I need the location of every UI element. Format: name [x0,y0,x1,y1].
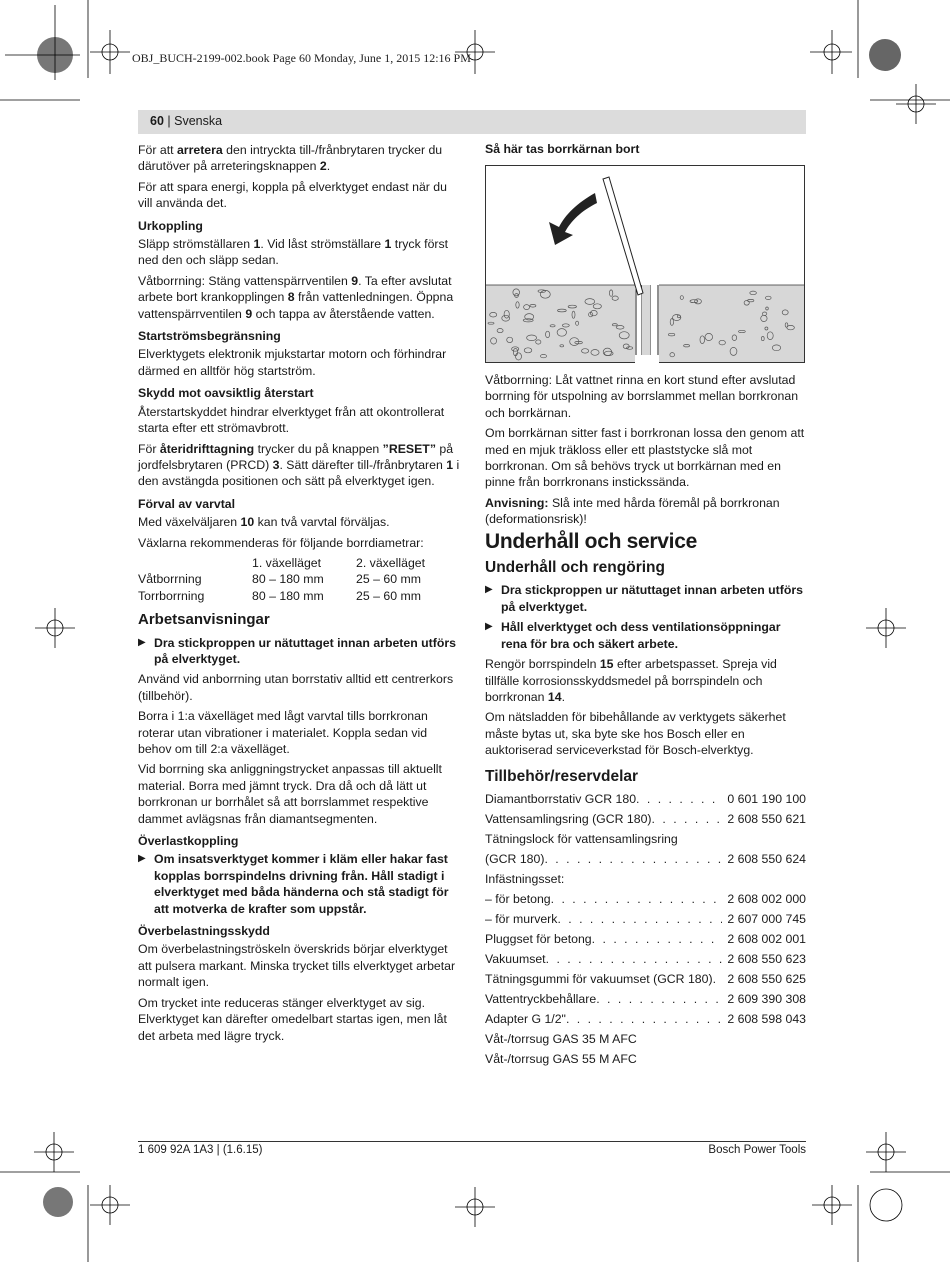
part-name: Adapter G 1/2" [485,1011,566,1026]
part-name: (GCR 180) [485,851,545,866]
para-skydd: Återstartskyddet hindrar elverktyget från att okontrollerat starta efter ett strömavbrott. [138,404,445,436]
left-column [138,142,460,1048]
leader-dots [546,951,722,967]
para-fast: Om borrkärnan sitter fast i borrkronan lossa den genom att med en mjuk träkloss eller ett plaststycke slå mot borrkronan. Om så behövs tryck ut borrkärnan med en pinne från borrkronans instickssända. [485,426,805,490]
parts-row: Tätningslock för vattensamlingsring [485,831,678,846]
para-anvisning: Anvisning: Slå inte med hårda föremål på borrkronan (deformationsrisk)! [485,495,780,527]
part-number: 2 608 550 624 [727,851,806,866]
part-name: – för murverk [485,911,558,926]
para-centrerkors: Använd vid anborrning utan borrstativ alltid ett centrerkors (tillbehör). [138,672,454,703]
gear-table-cell: Våtborrning [138,572,202,587]
core-removal-illustration [485,165,805,363]
para-startstrom: Elverktygets elektronik mjukstartar motorn och förhindrar därmed en alltför hög startström. [138,347,447,378]
part-name: Vattentryckbehållare [485,991,597,1006]
part-name: Diamantborrstativ GCR 180 [485,791,637,806]
right-column [485,372,806,1071]
part-number: 2 607 000 745 [727,911,806,926]
para-rengor: Rengör borrspindeln 15 efter arbetspasset. Spreja vid tillfälle korrosionsskyddsmedel på borrspindeln och borrkronan 14. [485,657,777,704]
warning-unplug: ▶ Dra stickproppen ur nätuttaget innan arbeten utförs på elverktyget. [138,635,456,666]
gear-table-header: 2. växelläget [356,555,426,570]
para-overbelastning: Om överbelastningströskeln överskrids börjar elverktyget att pulsera markant. Minska trycket tills elverktyget arbetar normalt igen. [138,942,456,990]
parts-row [485,911,806,927]
triangle-bullet-icon: ▶ [138,853,146,865]
leader-dots [636,791,722,807]
page-header-bar [138,110,806,134]
para-vaxlarna: Växlarna rekommenderas för följande borrdiametrar: [138,535,424,550]
warning-unplug-maintenance: ▶ Dra stickproppen ur nätuttaget innan arbeten utförs på elverktyget. [485,583,803,614]
triangle-bullet-icon: ▶ [138,636,146,648]
para-urkoppling: Släpp strömställaren 1. Vid låst strömställare 1 tryck först ned den och släpp sedan. [138,237,449,268]
part-number: 0 601 190 100 [727,791,806,806]
heading-skydd: Skydd mot oavsiktlig återstart [138,386,314,401]
para-tryck: Om trycket inte reduceras stänger elverktyget av sig. Elverktyget kan därefter omedelbart startas igen, men låt det arbeta med lägre tryck. [138,995,447,1043]
parts-row [485,791,806,807]
parts-row [485,991,806,1007]
para-spolning: Våtborrning: Låt vattnet rinna en kort stund efter avslutad borrning för utspolning av borrslammet mellan borrkronan och borrkärnan. [485,373,799,420]
parts-row [485,1011,806,1027]
gear-table-cell: 25 – 60 mm [356,588,421,603]
header-language: Svenska [174,114,223,128]
heading-startstrom: Startströmsbegränsning [138,329,281,344]
gear-table-header [138,555,252,571]
part-name: Pluggset för betong [485,931,592,946]
heading-overlastkoppling: Överlastkoppling [138,834,239,849]
gear-table-header: 1. växelläget [252,555,322,570]
heading-arbetsanvisningar: Arbetsanvisningar [138,611,270,629]
para-vatborrning: Våtborrning: Stäng vattenspärrventilen 9. Ta efter avslutat arbete bort krankopplingen 8 från vattenledningen. Öppna vattenspärrventilen 9 och tappa av återstående vatten. [138,273,454,321]
page-header: 60 | Svenska [150,114,223,128]
gear-table-cell: 80 – 180 mm [252,588,324,603]
para-vaxelvaljare: Med växelväljaren 10 kan två varvtal förväljas. [138,515,390,530]
print-info-line: OBJ_BUCH-2199-002.book Page 60 Monday, June 1, 2015 12:16 PM [132,51,471,65]
leader-dots [544,851,722,867]
part-name: Tätningsgummi för vakuumset (GCR 180) [485,971,713,986]
parts-row [485,851,806,867]
heading-underhall-rengoring: Underhåll och rengöring [485,559,665,577]
page-number: 60 [150,114,164,128]
parts-list [485,791,806,1067]
part-name: Vattensamlingsring (GCR 180) [485,811,652,826]
leader-dots [596,991,722,1007]
parts-row: Infästningsset: [485,871,565,886]
leader-dots [592,931,722,947]
part-name: Vakuumset [485,951,546,966]
parts-row [485,951,806,967]
heading-underhall-service: Underhåll och service [485,529,697,553]
para-energy: För att spara energi, koppla på elverktyget endast när du vill använda det. [138,179,447,211]
parts-row [485,891,806,907]
leader-dots [713,971,722,987]
leader-dots [551,891,722,907]
part-number: 2 608 550 621 [727,811,806,826]
gear-table-cell: 25 – 60 mm [356,572,421,587]
part-number: 2 608 002 001 [727,931,806,946]
gear-table-cell: 80 – 180 mm [252,572,324,587]
para-arretera: För att arretera den intryckta till-/frånbrytaren trycker du därutöver på arreteringsknappen 2. [138,143,443,174]
footer-doc-number: 1 609 92A 1A3 | (1.6.15) [138,1144,263,1156]
para-borra: Borra i 1:a växelläget med lågt varvtal tills borrkronan roterar utan vibrationer i materialet. Koppla sedan vid behov om till 2:a växelläget. [138,709,428,756]
triangle-bullet-icon: ▶ [485,584,493,596]
part-number: 2 608 550 623 [727,951,806,966]
heading-overbelastningsskydd: Överbelastningsskydd [138,924,270,939]
parts-row: Våt-/torrsug GAS 55 M AFC [485,1051,637,1066]
leader-dots [557,911,722,927]
gear-table [138,555,460,604]
leader-dots [566,1011,722,1027]
part-number: 2 608 550 625 [727,971,806,986]
parts-row [485,811,806,827]
warning-overlast: ▶ Om insatsverktyget kommer i kläm eller hakar fast kopplas borrspindelns drivning från. Håll stadigt i elverktyget med båda händerna och stå stadigt för att motverka de krafter som uppstår. [138,852,449,916]
para-reset: För återidrifttagning trycker du på knappen ”RESET” på jordfelsbrytaren (PRCD) 3. Sätt därefter till-/frånbrytaren 1 i den avstängda positionen och sätt på elverktyget igen. [138,441,460,489]
warning-clean: ▶ Håll elverktyget och dess ventilationsöppningar rena för bra och säkert arbete. [485,620,781,651]
parts-row [485,931,806,947]
part-number: 2 609 390 308 [727,991,806,1006]
heading-forval: Förval av varvtal [138,496,236,511]
triangle-bullet-icon: ▶ [485,621,493,633]
part-name: – för betong [485,891,551,906]
para-anliggning: Vid borrning ska anliggningstrycket anpassas till aktuellt material. Borra med jämnt tryck. Dra då och då lätt ut borrkronan ur borrhålet så att borrslammet respektive dammet avlägsnas från diamantsegmenten. [138,762,442,826]
gear-table-cell: Torrborrning [138,588,205,603]
parts-row [485,971,806,987]
heading-urkoppling: Urkoppling [138,218,203,233]
part-number: 2 608 598 043 [727,1011,806,1026]
leader-dots [652,811,722,827]
heading-tillbehor: Tillbehör/reservdelar [485,767,639,785]
part-number: 2 608 002 000 [727,891,806,906]
footer-brand: Bosch Power Tools [708,1144,806,1156]
para-natsladd: Om nätsladden för bibehållande av verktygets säkerhet måste bytas ut, ska byte ske hos Bosch eller en auktoriserad serviceverkstad för Bosch-elverktyg. [485,710,786,758]
heading-borrkarna: Så här tas borrkärnan bort [485,142,640,156]
parts-row: Våt-/torrsug GAS 35 M AFC [485,1031,637,1046]
footer-rule [138,1141,806,1142]
